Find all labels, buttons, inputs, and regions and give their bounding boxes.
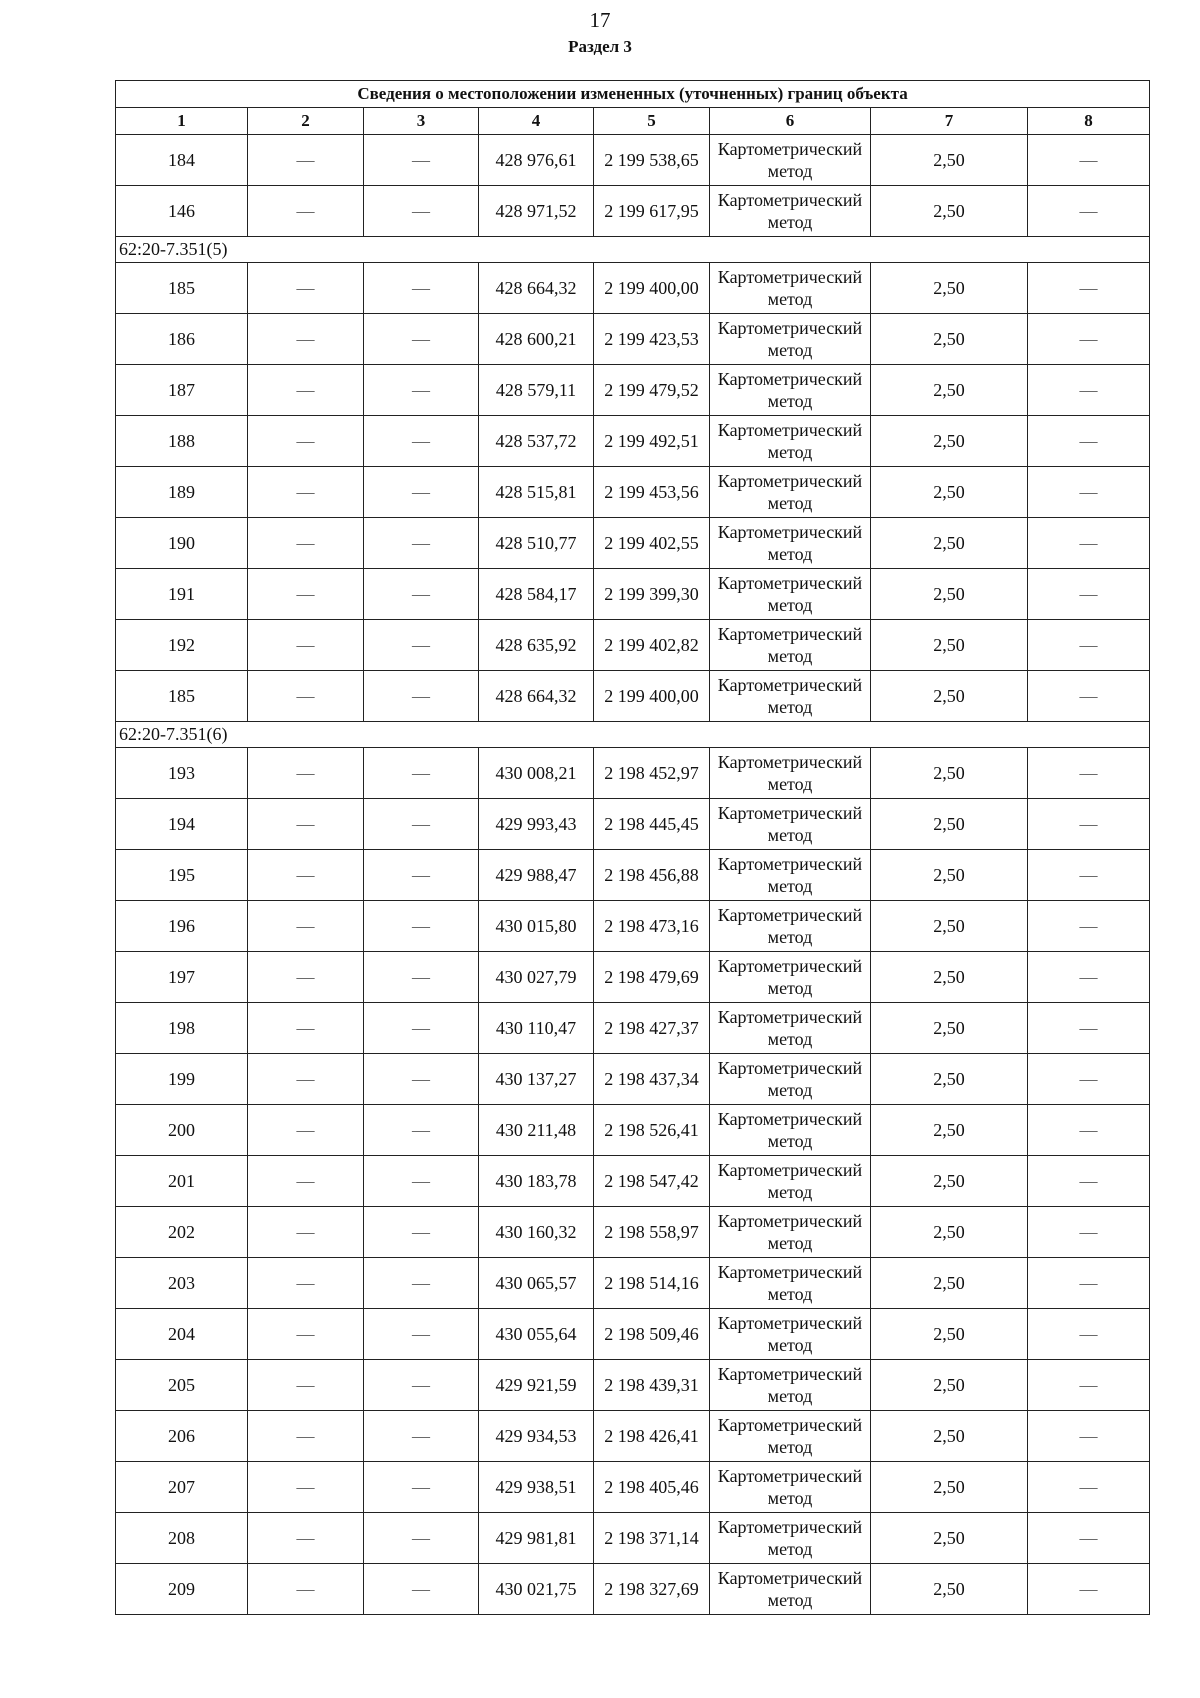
old-x-cell: — <box>248 1258 364 1309</box>
point-number-cell: 188 <box>116 416 248 467</box>
x-coordinate-cell: 428 537,72 <box>479 416 594 467</box>
method-cell: Картометрический метод <box>710 365 871 416</box>
y-coordinate-cell: 2 199 423,53 <box>594 314 710 365</box>
y-coordinate-cell: 2 198 405,46 <box>594 1462 710 1513</box>
description-cell: — <box>1028 850 1150 901</box>
old-x-cell: — <box>248 263 364 314</box>
old-x-cell: — <box>248 850 364 901</box>
old-y-cell: — <box>364 263 479 314</box>
parcel-group-row <box>116 722 1150 748</box>
table-row <box>116 748 1150 799</box>
description-cell: — <box>1028 467 1150 518</box>
point-number-cell: 189 <box>116 467 248 518</box>
accuracy-cell: 2,50 <box>871 365 1028 416</box>
column-number: 1 <box>116 108 248 135</box>
x-coordinate-cell: 430 137,27 <box>479 1054 594 1105</box>
point-number-cell: 202 <box>116 1207 248 1258</box>
table-row <box>116 1360 1150 1411</box>
old-x-cell: — <box>248 569 364 620</box>
column-number: 2 <box>248 108 364 135</box>
column-number: 8 <box>1028 108 1150 135</box>
point-number-cell: 195 <box>116 850 248 901</box>
old-x-cell: — <box>248 799 364 850</box>
method-cell: Картометрический метод <box>710 1258 871 1309</box>
method-cell: Картометрический метод <box>710 1309 871 1360</box>
method-cell: Картометрический метод <box>710 263 871 314</box>
accuracy-cell: 2,50 <box>871 569 1028 620</box>
description-cell: — <box>1028 952 1150 1003</box>
accuracy-cell: 2,50 <box>871 1309 1028 1360</box>
method-cell: Картометрический метод <box>710 186 871 237</box>
x-coordinate-cell: 428 971,52 <box>479 186 594 237</box>
old-y-cell: — <box>364 1003 479 1054</box>
old-y-cell: — <box>364 1462 479 1513</box>
accuracy-cell: 2,50 <box>871 1360 1028 1411</box>
point-number-cell: 185 <box>116 263 248 314</box>
point-number-cell: 201 <box>116 1156 248 1207</box>
x-coordinate-cell: 430 110,47 <box>479 1003 594 1054</box>
description-cell: — <box>1028 1156 1150 1207</box>
accuracy-cell: 2,50 <box>871 186 1028 237</box>
method-cell: Картометрический метод <box>710 901 871 952</box>
description-cell: — <box>1028 1258 1150 1309</box>
description-cell: — <box>1028 186 1150 237</box>
method-cell: Картометрический метод <box>710 748 871 799</box>
method-cell: Картометрический метод <box>710 1105 871 1156</box>
method-cell: Картометрический метод <box>710 620 871 671</box>
y-coordinate-cell: 2 198 427,37 <box>594 1003 710 1054</box>
description-cell: — <box>1028 1360 1150 1411</box>
point-number-cell: 198 <box>116 1003 248 1054</box>
description-cell: — <box>1028 671 1150 722</box>
old-x-cell: — <box>248 416 364 467</box>
old-y-cell: — <box>364 748 479 799</box>
old-x-cell: — <box>248 365 364 416</box>
point-number-cell: 190 <box>116 518 248 569</box>
old-x-cell: — <box>248 1003 364 1054</box>
old-y-cell: — <box>364 620 479 671</box>
old-y-cell: — <box>364 901 479 952</box>
y-coordinate-cell: 2 199 479,52 <box>594 365 710 416</box>
x-coordinate-cell: 429 938,51 <box>479 1462 594 1513</box>
method-cell: Картометрический метод <box>710 952 871 1003</box>
table-row <box>116 1054 1150 1105</box>
old-y-cell: — <box>364 416 479 467</box>
section-title: Раздел 3 <box>568 37 632 56</box>
old-y-cell: — <box>364 186 479 237</box>
y-coordinate-cell: 2 198 479,69 <box>594 952 710 1003</box>
point-number-cell: 207 <box>116 1462 248 1513</box>
accuracy-cell: 2,50 <box>871 135 1028 186</box>
method-cell: Картометрический метод <box>710 135 871 186</box>
x-coordinate-cell: 428 515,81 <box>479 467 594 518</box>
y-coordinate-cell: 2 199 400,00 <box>594 263 710 314</box>
accuracy-cell: 2,50 <box>871 1003 1028 1054</box>
point-number-cell: 209 <box>116 1564 248 1615</box>
method-cell: Картометрический метод <box>710 799 871 850</box>
x-coordinate-cell: 430 065,57 <box>479 1258 594 1309</box>
table-row <box>116 569 1150 620</box>
old-y-cell: — <box>364 1207 479 1258</box>
description-cell: — <box>1028 569 1150 620</box>
old-x-cell: — <box>248 518 364 569</box>
parcel-number-label: 62:20-7.351(6) <box>116 722 1150 748</box>
table-row <box>116 1564 1150 1615</box>
y-coordinate-cell: 2 199 402,55 <box>594 518 710 569</box>
method-cell: Картометрический метод <box>710 1156 871 1207</box>
table-row <box>116 365 1150 416</box>
description-cell: — <box>1028 1309 1150 1360</box>
column-number: 6 <box>710 108 871 135</box>
description-cell: — <box>1028 1054 1150 1105</box>
description-cell: — <box>1028 416 1150 467</box>
y-coordinate-cell: 2 198 547,42 <box>594 1156 710 1207</box>
accuracy-cell: 2,50 <box>871 850 1028 901</box>
point-number-cell: 184 <box>116 135 248 186</box>
method-cell: Картометрический метод <box>710 1564 871 1615</box>
y-coordinate-cell: 2 199 492,51 <box>594 416 710 467</box>
old-x-cell: — <box>248 1564 364 1615</box>
old-y-cell: — <box>364 314 479 365</box>
old-y-cell: — <box>364 1513 479 1564</box>
accuracy-cell: 2,50 <box>871 952 1028 1003</box>
table-row <box>116 467 1150 518</box>
old-y-cell: — <box>364 467 479 518</box>
old-x-cell: — <box>248 748 364 799</box>
old-x-cell: — <box>248 901 364 952</box>
point-number-cell: 191 <box>116 569 248 620</box>
x-coordinate-cell: 430 027,79 <box>479 952 594 1003</box>
old-y-cell: — <box>364 1360 479 1411</box>
column-number: 4 <box>479 108 594 135</box>
old-x-cell: — <box>248 1156 364 1207</box>
accuracy-cell: 2,50 <box>871 467 1028 518</box>
x-coordinate-cell: 430 183,78 <box>479 1156 594 1207</box>
old-y-cell: — <box>364 518 479 569</box>
x-coordinate-cell: 428 976,61 <box>479 135 594 186</box>
accuracy-cell: 2,50 <box>871 1207 1028 1258</box>
method-cell: Картометрический метод <box>710 850 871 901</box>
table-row <box>116 263 1150 314</box>
point-number-cell: 192 <box>116 620 248 671</box>
description-cell: — <box>1028 1462 1150 1513</box>
old-x-cell: — <box>248 1513 364 1564</box>
point-number-cell: 205 <box>116 1360 248 1411</box>
old-y-cell: — <box>364 850 479 901</box>
old-x-cell: — <box>248 1105 364 1156</box>
y-coordinate-cell: 2 199 402,82 <box>594 620 710 671</box>
y-coordinate-cell: 2 198 514,16 <box>594 1258 710 1309</box>
point-number-cell: 200 <box>116 1105 248 1156</box>
old-x-cell: — <box>248 1360 364 1411</box>
old-y-cell: — <box>364 1258 479 1309</box>
accuracy-cell: 2,50 <box>871 416 1028 467</box>
y-coordinate-cell: 2 199 617,95 <box>594 186 710 237</box>
description-cell: — <box>1028 1003 1150 1054</box>
accuracy-cell: 2,50 <box>871 1411 1028 1462</box>
old-x-cell: — <box>248 952 364 1003</box>
parcel-group-row <box>116 237 1150 263</box>
table-row <box>116 850 1150 901</box>
method-cell: Картометрический метод <box>710 1003 871 1054</box>
point-number-cell: 194 <box>116 799 248 850</box>
x-coordinate-cell: 428 510,77 <box>479 518 594 569</box>
method-cell: Картометрический метод <box>710 1054 871 1105</box>
y-coordinate-cell: 2 198 509,46 <box>594 1309 710 1360</box>
point-number-cell: 197 <box>116 952 248 1003</box>
table-row <box>116 518 1150 569</box>
table-row <box>116 1105 1150 1156</box>
old-y-cell: — <box>364 1156 479 1207</box>
y-coordinate-cell: 2 198 439,31 <box>594 1360 710 1411</box>
x-coordinate-cell: 428 664,32 <box>479 263 594 314</box>
x-coordinate-cell: 429 934,53 <box>479 1411 594 1462</box>
table-caption: Сведения о местоположении измененных (уточненных) границ объекта <box>116 81 1150 108</box>
method-cell: Картометрический метод <box>710 314 871 365</box>
method-cell: Картометрический метод <box>710 1513 871 1564</box>
method-cell: Картометрический метод <box>710 1411 871 1462</box>
page-number: 17 <box>589 8 611 32</box>
description-cell: — <box>1028 1105 1150 1156</box>
accuracy-cell: 2,50 <box>871 263 1028 314</box>
old-x-cell: — <box>248 671 364 722</box>
y-coordinate-cell: 2 198 473,16 <box>594 901 710 952</box>
table-row <box>116 799 1150 850</box>
y-coordinate-cell: 2 198 452,97 <box>594 748 710 799</box>
point-number-cell: 203 <box>116 1258 248 1309</box>
column-number: 5 <box>594 108 710 135</box>
point-number-cell: 186 <box>116 314 248 365</box>
old-y-cell: — <box>364 1105 479 1156</box>
point-number-cell: 208 <box>116 1513 248 1564</box>
description-cell: — <box>1028 263 1150 314</box>
accuracy-cell: 2,50 <box>871 671 1028 722</box>
y-coordinate-cell: 2 198 456,88 <box>594 850 710 901</box>
old-x-cell: — <box>248 620 364 671</box>
table-row <box>116 901 1150 952</box>
x-coordinate-cell: 429 988,47 <box>479 850 594 901</box>
x-coordinate-cell: 428 584,17 <box>479 569 594 620</box>
method-cell: Картометрический метод <box>710 1360 871 1411</box>
y-coordinate-cell: 2 198 558,97 <box>594 1207 710 1258</box>
old-y-cell: — <box>364 799 479 850</box>
table-row <box>116 952 1150 1003</box>
point-number-cell: 196 <box>116 901 248 952</box>
y-coordinate-cell: 2 199 538,65 <box>594 135 710 186</box>
table-row <box>116 1411 1150 1462</box>
method-cell: Картометрический метод <box>710 518 871 569</box>
method-cell: Картометрический метод <box>710 569 871 620</box>
old-y-cell: — <box>364 671 479 722</box>
table-caption-row <box>116 81 1150 108</box>
parcel-number-label: 62:20-7.351(5) <box>116 237 1150 263</box>
table-row <box>116 314 1150 365</box>
method-cell: Картометрический метод <box>710 416 871 467</box>
old-x-cell: — <box>248 1054 364 1105</box>
method-cell: Картометрический метод <box>710 467 871 518</box>
x-coordinate-cell: 429 993,43 <box>479 799 594 850</box>
table-row <box>116 1309 1150 1360</box>
old-x-cell: — <box>248 186 364 237</box>
accuracy-cell: 2,50 <box>871 1564 1028 1615</box>
old-y-cell: — <box>364 365 479 416</box>
point-number-cell: 187 <box>116 365 248 416</box>
point-number-cell: 206 <box>116 1411 248 1462</box>
accuracy-cell: 2,50 <box>871 1513 1028 1564</box>
description-cell: — <box>1028 314 1150 365</box>
table-row <box>116 1513 1150 1564</box>
table-body <box>116 135 1150 1615</box>
y-coordinate-cell: 2 199 399,30 <box>594 569 710 620</box>
x-coordinate-cell: 430 008,21 <box>479 748 594 799</box>
old-y-cell: — <box>364 569 479 620</box>
old-y-cell: — <box>364 135 479 186</box>
accuracy-cell: 2,50 <box>871 1054 1028 1105</box>
description-cell: — <box>1028 1411 1150 1462</box>
old-x-cell: — <box>248 1309 364 1360</box>
x-coordinate-cell: 430 015,80 <box>479 901 594 952</box>
method-cell: Картометрический метод <box>710 671 871 722</box>
x-coordinate-cell: 428 635,92 <box>479 620 594 671</box>
accuracy-cell: 2,50 <box>871 1156 1028 1207</box>
old-y-cell: — <box>364 1309 479 1360</box>
old-y-cell: — <box>364 1411 479 1462</box>
y-coordinate-cell: 2 198 426,41 <box>594 1411 710 1462</box>
x-coordinate-cell: 430 055,64 <box>479 1309 594 1360</box>
description-cell: — <box>1028 518 1150 569</box>
accuracy-cell: 2,50 <box>871 748 1028 799</box>
x-coordinate-cell: 430 021,75 <box>479 1564 594 1615</box>
description-cell: — <box>1028 799 1150 850</box>
old-y-cell: — <box>364 1564 479 1615</box>
table-row <box>116 135 1150 186</box>
table-row <box>116 1258 1150 1309</box>
point-number-cell: 193 <box>116 748 248 799</box>
old-y-cell: — <box>364 1054 479 1105</box>
y-coordinate-cell: 2 199 400,00 <box>594 671 710 722</box>
description-cell: — <box>1028 1207 1150 1258</box>
boundary-coordinates-table <box>115 80 1150 1615</box>
table-row <box>116 620 1150 671</box>
y-coordinate-cell: 2 198 526,41 <box>594 1105 710 1156</box>
table-row <box>116 186 1150 237</box>
description-cell: — <box>1028 748 1150 799</box>
point-number-cell: 146 <box>116 186 248 237</box>
point-number-cell: 204 <box>116 1309 248 1360</box>
accuracy-cell: 2,50 <box>871 1105 1028 1156</box>
table-row <box>116 1207 1150 1258</box>
x-coordinate-cell: 428 664,32 <box>479 671 594 722</box>
old-x-cell: — <box>248 314 364 365</box>
point-number-cell: 199 <box>116 1054 248 1105</box>
accuracy-cell: 2,50 <box>871 799 1028 850</box>
old-x-cell: — <box>248 1462 364 1513</box>
table-row <box>116 1003 1150 1054</box>
description-cell: — <box>1028 365 1150 416</box>
table-row <box>116 1156 1150 1207</box>
accuracy-cell: 2,50 <box>871 518 1028 569</box>
x-coordinate-cell: 428 579,11 <box>479 365 594 416</box>
description-cell: — <box>1028 1513 1150 1564</box>
y-coordinate-cell: 2 198 437,34 <box>594 1054 710 1105</box>
accuracy-cell: 2,50 <box>871 620 1028 671</box>
y-coordinate-cell: 2 198 327,69 <box>594 1564 710 1615</box>
old-x-cell: — <box>248 467 364 518</box>
x-coordinate-cell: 429 981,81 <box>479 1513 594 1564</box>
table-row <box>116 671 1150 722</box>
method-cell: Картометрический метод <box>710 1462 871 1513</box>
x-coordinate-cell: 430 160,32 <box>479 1207 594 1258</box>
column-number-row <box>116 108 1150 135</box>
description-cell: — <box>1028 135 1150 186</box>
table-row <box>116 416 1150 467</box>
accuracy-cell: 2,50 <box>871 314 1028 365</box>
y-coordinate-cell: 2 199 453,56 <box>594 467 710 518</box>
description-cell: — <box>1028 901 1150 952</box>
y-coordinate-cell: 2 198 445,45 <box>594 799 710 850</box>
table-row <box>116 1462 1150 1513</box>
accuracy-cell: 2,50 <box>871 1462 1028 1513</box>
accuracy-cell: 2,50 <box>871 901 1028 952</box>
x-coordinate-cell: 428 600,21 <box>479 314 594 365</box>
old-x-cell: — <box>248 1411 364 1462</box>
column-number: 7 <box>871 108 1028 135</box>
description-cell: — <box>1028 620 1150 671</box>
old-y-cell: — <box>364 952 479 1003</box>
column-number: 3 <box>364 108 479 135</box>
method-cell: Картометрический метод <box>710 1207 871 1258</box>
x-coordinate-cell: 429 921,59 <box>479 1360 594 1411</box>
description-cell: — <box>1028 1564 1150 1615</box>
old-x-cell: — <box>248 1207 364 1258</box>
point-number-cell: 185 <box>116 671 248 722</box>
old-x-cell: — <box>248 135 364 186</box>
y-coordinate-cell: 2 198 371,14 <box>594 1513 710 1564</box>
x-coordinate-cell: 430 211,48 <box>479 1105 594 1156</box>
accuracy-cell: 2,50 <box>871 1258 1028 1309</box>
